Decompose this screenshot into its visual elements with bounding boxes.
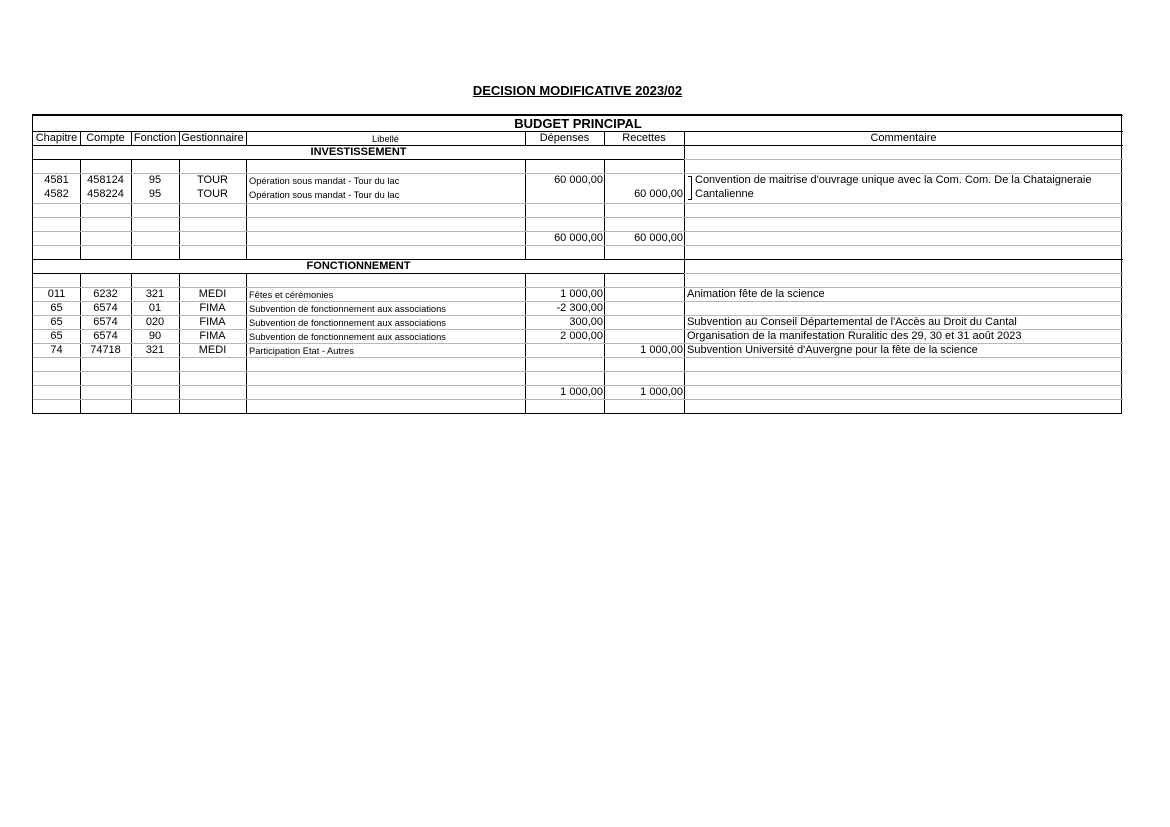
cell-chapitre: 65: [50, 302, 63, 314]
comment-bracket: [688, 176, 692, 200]
cell-fonction: 321: [145, 344, 165, 356]
cell-fonction: 95: [148, 188, 162, 200]
cell-compte: 458124: [87, 174, 124, 186]
cell-recettes: 1 000,00: [640, 344, 683, 356]
total-recettes: 60 000,00: [634, 232, 683, 244]
row-divider: [33, 217, 1123, 218]
header-commentaire: Commentaire: [870, 132, 937, 144]
cell-gestionnaire: TOUR: [197, 188, 228, 200]
cell-gestionnaire: MEDI: [198, 288, 227, 300]
cell-fonction: 95: [148, 174, 162, 186]
cell-commentaire: Animation fête de la science: [687, 288, 825, 300]
cell-fonction: 90: [148, 330, 162, 342]
header-gestionnaire: Gestionnaire: [181, 132, 244, 144]
row-divider: [33, 357, 1123, 358]
row-divider: [33, 399, 1123, 400]
cell-libelle: Subvention de fonctionnement aux associations: [249, 304, 446, 314]
section-title-investissement: INVESTISSEMENT: [310, 146, 407, 158]
header-compte: Compte: [86, 132, 125, 144]
budget-title: BUDGET PRINCIPAL: [514, 116, 642, 131]
header-chapitre: Chapitre: [35, 132, 78, 144]
cell-commentaire: Subvention au Conseil Départemental de l'Accès au Droit du Cantal: [687, 316, 1017, 328]
cell-chapitre: 65: [50, 330, 63, 342]
cell-libelle: Subvention de fonctionnement aux associations: [249, 332, 446, 342]
cell-gestionnaire: TOUR: [197, 174, 228, 186]
section-title-fonctionnement: FONCTIONNEMENT: [306, 260, 411, 272]
total-recettes: 1 000,00: [640, 386, 683, 398]
row-divider: [33, 245, 1123, 246]
cell-gestionnaire: FIMA: [199, 316, 226, 328]
comment-line2: Cantalienne: [695, 188, 754, 200]
total-depenses: 1 000,00: [560, 386, 603, 398]
cell-depenses: 60 000,00: [554, 174, 603, 186]
cell-compte: 6574: [93, 330, 118, 342]
document-title: DECISION MODIFICATIVE 2023/02: [472, 83, 683, 98]
header-fonction: Fonction: [133, 132, 177, 144]
cell-depenses: 300,00: [569, 316, 603, 328]
cell-fonction: 321: [145, 288, 165, 300]
cell-fonction: 020: [145, 316, 165, 328]
cell-fonction: 01: [148, 302, 162, 314]
cell-libelle: Opération sous mandat - Tour du lac: [249, 190, 400, 200]
cell-recettes: 60 000,00: [634, 188, 683, 200]
cell-gestionnaire: MEDI: [198, 344, 227, 356]
cell-depenses: 1 000,00: [560, 288, 603, 300]
cell-chapitre: 65: [50, 316, 63, 328]
row-divider: [33, 203, 1123, 204]
cell-commentaire: Organisation de la manifestation Ruralitic des 29, 30 et 31 août 2023: [687, 330, 1022, 342]
cell-compte: 6574: [93, 316, 118, 328]
cell-libelle: Participation Etat - Autres: [249, 346, 354, 356]
cell-compte: 458224: [87, 188, 124, 200]
row-divider: [33, 371, 1123, 372]
header-recettes: Recettes: [622, 132, 666, 144]
total-depenses: 60 000,00: [554, 232, 603, 244]
cell-depenses: 2 000,00: [560, 330, 603, 342]
header-libelle: Libellé: [372, 134, 399, 144]
cell-chapitre: 74: [50, 344, 63, 356]
section-underline: [33, 273, 684, 274]
cell-commentaire: Subvention Université d'Auvergne pour la fête de la science: [687, 344, 978, 356]
cell-chapitre: 4582: [44, 188, 69, 200]
cell-libelle: Opération sous mandat - Tour du lac: [249, 176, 400, 186]
cell-depenses: -2 300,00: [556, 302, 603, 314]
cell-chapitre: 4581: [44, 174, 69, 186]
cell-gestionnaire: FIMA: [199, 330, 226, 342]
budget-table: [32, 114, 1122, 414]
header-depenses: Dépenses: [539, 132, 590, 144]
cell-gestionnaire: FIMA: [199, 302, 226, 314]
cell-libelle: Fêtes et cérémonies: [249, 290, 334, 300]
cell-libelle: Subvention de fonctionnement aux associations: [249, 318, 446, 328]
cell-compte: 6232: [93, 288, 118, 300]
comment-line1: Convention de maitrise d'ouvrage unique avec la Com. Com. De la Chataigneraie: [695, 174, 1092, 186]
cell-compte: 74718: [90, 344, 121, 356]
cell-compte: 6574: [93, 302, 118, 314]
section-underline: [33, 159, 684, 160]
cell-chapitre: 011: [47, 288, 66, 300]
